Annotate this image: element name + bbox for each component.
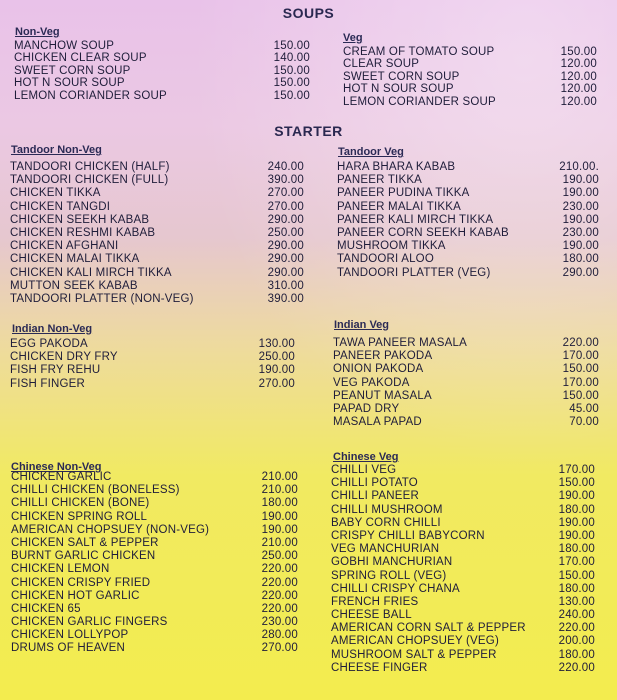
menu-item-price: 220.00: [261, 563, 298, 576]
menu-item: [337, 201, 599, 214]
menu-item-price: 180.00: [558, 648, 595, 661]
menu-item: [10, 364, 295, 377]
menu-item-price: 210.00.: [559, 161, 599, 173]
menu-item: [11, 616, 296, 629]
menu-item-name: CHICKEN 65: [11, 602, 81, 615]
menu-item-price: 180.00: [562, 253, 599, 266]
menu-item-name: PANEER PUDINA TIKKA: [337, 187, 470, 200]
menu-item: [11, 550, 296, 563]
menu-item-name: CHICKEN AFGHANI: [10, 240, 119, 253]
menu-item-price: 200.00: [558, 635, 595, 648]
menu-item: [11, 629, 296, 642]
menu-item-price: 250.00: [258, 351, 295, 364]
menu-item-name: CREAM OF TOMATO SOUP: [343, 46, 495, 58]
menu-item-price: 180.00: [558, 503, 595, 516]
menu-item-price: 150.00: [558, 477, 595, 490]
menu-item-price: 130.00: [558, 595, 595, 608]
menu-item-name: CHICKEN GARLIC FINGERS: [11, 616, 168, 629]
menu-item-name: CHICKEN GARLIC: [11, 471, 112, 483]
menu-item-price: 140.00: [273, 52, 310, 65]
menu-item: [331, 556, 599, 569]
menu-item-price: 120.00: [560, 70, 597, 83]
menu-item-name: CHICKEN LOLLYPOP: [11, 629, 129, 642]
menu-item-name: TANDOORI PLATTER (VEG): [337, 266, 491, 279]
menu-item: [10, 213, 304, 227]
menu-item: [343, 83, 601, 95]
menu-item: [11, 603, 296, 616]
menu-item: [10, 292, 304, 306]
menu-item-name: MANCHOW SOUP: [14, 40, 115, 52]
menu-item-name: FISH FINGER: [10, 377, 86, 390]
menu-item-price: 190.00: [562, 213, 599, 226]
menu-item-name: TANDOORI CHICKEN (HALF): [10, 161, 170, 173]
menu-item: [11, 590, 296, 603]
menu-item-price: 150.00: [562, 389, 599, 402]
menu-item: [10, 279, 304, 293]
menu-item: [331, 517, 599, 530]
menu-item-name: CHILLI CRISPY CHANA: [331, 582, 460, 595]
menu-item-name: TANDOORI PLATTER (NON-VEG): [10, 292, 194, 305]
menu-item-name: MUTTON SEEK KABAB: [10, 279, 138, 292]
menu-item-name: CHILLI CHICKEN (BONELESS): [11, 484, 180, 497]
menu-item: [11, 537, 296, 550]
menu-item-name: PANEER KALI MIRCH TIKKA: [337, 213, 494, 226]
menu-item-name: TANDOORI CHICKEN (FULL): [10, 174, 169, 187]
menu-item-price: 190.00: [261, 510, 298, 523]
menu-item: [331, 662, 599, 675]
starter-title: STARTER: [274, 123, 343, 139]
menu-item: [10, 338, 295, 351]
chinese-non-veg-list: [11, 471, 296, 656]
menu-item-name: MASALA PAPAD: [333, 416, 422, 429]
menu-item-price: 180.00: [261, 497, 298, 510]
menu-item-price: 250.00: [261, 550, 298, 563]
menu-item-name: CHICKEN DRY FRY: [10, 351, 118, 364]
menu-item-name: PANEER MALAI TIKKA: [337, 200, 461, 213]
menu-item-price: 170.00: [562, 376, 599, 389]
menu-item-name: CRISPY CHILLI BABYCORN: [331, 529, 485, 542]
menu-item: [11, 497, 296, 510]
menu-item-price: 150.00: [273, 40, 310, 52]
menu-item-name: CHILLI CHICKEN (BONE): [11, 497, 150, 510]
menu-item: [333, 337, 600, 350]
menu-item-name: MUSHROOM TIKKA: [337, 240, 446, 253]
chinese-non-veg-heading: Chinese Non-Veg: [11, 461, 102, 473]
menu-item-name: AMERICAN CHOPSUEY (VEG): [331, 635, 499, 648]
tandoor-veg-heading: Tandoor Veg: [338, 146, 404, 158]
menu-item: [343, 96, 601, 108]
menu-item-name: CHICKEN MALAI TIKKA: [10, 253, 140, 266]
menu-item-name: HARA BHARA KABAB: [337, 161, 456, 173]
menu-item-price: 210.00: [261, 484, 298, 497]
menu-item-price: 120.00: [560, 83, 597, 96]
menu-item: [11, 471, 296, 484]
menu-item-price: 230.00: [562, 200, 599, 213]
menu-item: [337, 267, 599, 280]
menu-item-price: 290.00: [267, 240, 304, 253]
menu-item-price: 390.00: [267, 292, 304, 305]
menu-item-price: 190.00: [562, 174, 599, 187]
menu-item-name: CHEESE FINGER: [331, 661, 428, 674]
menu-item-name: MUSHROOM SALT & PEPPER: [331, 648, 497, 661]
chinese-veg-list: [331, 464, 599, 675]
menu-item-price: 230.00: [562, 226, 599, 239]
menu-item: [10, 266, 304, 280]
menu-item: [10, 187, 304, 200]
menu-item: [331, 504, 599, 517]
menu-item: [14, 77, 310, 90]
menu-item-name: BABY CORN CHILLI: [331, 516, 441, 529]
menu-item-price: 220.00: [261, 589, 298, 602]
menu-item: [333, 363, 600, 376]
menu-item-name: TANDOORI ALOO: [337, 253, 434, 266]
soups-title: SOUPS: [282, 5, 335, 21]
soups-non-veg-heading: Non-Veg: [15, 26, 60, 38]
menu-item-name: CHILLI PANEER: [331, 490, 420, 503]
menu-item-price: 190.00: [558, 516, 595, 529]
menu-item: [11, 511, 296, 524]
menu-item-price: 150.00: [273, 77, 310, 90]
menu-item-price: 190.00: [562, 187, 599, 200]
menu-item-price: 70.00: [569, 416, 599, 429]
menu-item: [331, 570, 599, 583]
menu-item-price: 190.00: [258, 364, 295, 377]
menu-item: [331, 649, 599, 662]
menu-item-price: 220.00: [558, 622, 595, 635]
menu-item: [343, 71, 601, 83]
menu-item-name: VEG MANCHURIAN: [331, 543, 440, 556]
menu-item: [331, 583, 599, 596]
menu-item-price: 220.00: [558, 661, 595, 674]
menu-item-price: 270.00: [261, 642, 298, 655]
menu-item-name: PANEER TIKKA: [337, 174, 423, 187]
menu-item-price: 190.00: [261, 523, 298, 536]
menu-item: [10, 253, 304, 266]
tandoor-non-veg-heading: Tandoor Non-Veg: [11, 144, 102, 156]
menu-item: [14, 64, 310, 77]
menu-item-price: 210.00: [261, 536, 298, 549]
menu-item-name: CHICKEN SEEKH KABAB: [10, 213, 150, 226]
menu-item-name: EGG PAKODA: [10, 338, 88, 350]
menu-item-name: CHICKEN SALT & PEPPER: [11, 536, 159, 549]
menu-item: [331, 609, 599, 622]
menu-item-price: 290.00: [267, 253, 304, 266]
menu-item-name: CHICKEN CRISPY FRIED: [11, 576, 151, 589]
menu-item: [11, 577, 296, 590]
menu-item-name: SPRING ROLL (VEG): [331, 569, 447, 582]
menu-item-name: HOT N SOUR SOUP: [343, 83, 454, 96]
indian-non-veg-heading: Indian Non-Veg: [12, 323, 93, 335]
menu-item-price: 270.00: [267, 200, 304, 213]
menu-item-price: 190.00: [558, 490, 595, 503]
menu-item-name: AMERICAN CORN SALT & PEPPER: [331, 622, 526, 635]
menu-item: [331, 622, 599, 635]
menu-item-name: SWEET CORN SOUP: [343, 70, 460, 83]
menu-item-price: 150.00: [562, 363, 599, 376]
menu-item-price: 230.00: [261, 616, 298, 629]
menu-item-name: FISH FRY REHU: [10, 364, 101, 377]
menu-item: [11, 642, 296, 655]
menu-item-name: CHICKEN SPRING ROLL: [11, 510, 148, 523]
menu-item-price: 170.00: [558, 556, 595, 569]
menu-item: [337, 187, 599, 200]
menu-item: [337, 214, 599, 227]
menu-item-name: TAWA PANEER MASALA: [333, 337, 467, 349]
menu-item-name: SWEET CORN SOUP: [14, 64, 131, 77]
menu-item-name: CHICKEN HOT GARLIC: [11, 589, 140, 602]
menu-item: [331, 477, 599, 490]
tandoor-non-veg-list: [10, 161, 304, 306]
menu-item-name: PEANUT MASALA: [333, 389, 432, 402]
menu-item-price: 150.00: [273, 89, 310, 102]
menu-item: [331, 490, 599, 503]
menu-item-price: 180.00: [558, 543, 595, 556]
menu-item-price: 290.00: [562, 266, 599, 279]
menu-item: [14, 89, 310, 102]
menu-item: [10, 200, 304, 214]
menu-item: [10, 240, 304, 253]
menu-item: [337, 174, 599, 187]
menu-item: [333, 350, 600, 363]
menu-item-name: CHICKEN KALI MIRCH TIKKA: [10, 266, 172, 279]
menu-item-name: CLEAR SOUP: [343, 58, 420, 71]
soups-non-veg-list: [14, 40, 310, 102]
menu-item-price: 220.00: [261, 602, 298, 615]
menu-item-price: 250.00: [267, 226, 304, 239]
menu-item-name: CHICKEN CLEAR SOUP: [14, 52, 147, 65]
menu-item: [14, 40, 310, 52]
menu-item: [10, 174, 304, 187]
menu-item-price: 190.00: [558, 529, 595, 542]
menu-item-name: PAPAD DRY: [333, 402, 400, 415]
menu-item-price: 120.00: [560, 95, 597, 108]
menu-item: [331, 543, 599, 556]
menu-item-name: CHICKEN TANGDI: [10, 200, 111, 213]
menu-item-name: CHILLI VEG: [331, 464, 397, 476]
menu-item: [333, 403, 600, 416]
menu-item: [11, 563, 296, 576]
menu-item: [10, 226, 304, 240]
menu-item: [10, 351, 295, 364]
menu-item-name: BURNT GARLIC CHICKEN: [11, 550, 156, 563]
menu-item-price: 310.00: [267, 279, 304, 292]
menu-item-name: AMERICAN CHOPSUEY (NON-VEG): [11, 523, 210, 536]
menu-item: [14, 52, 310, 65]
soups-veg-heading: Veg: [343, 32, 363, 44]
menu-item: [337, 240, 599, 253]
menu-item: [343, 58, 601, 70]
menu-item: [337, 161, 599, 174]
menu-item: [331, 596, 599, 609]
menu-item-name: VEG PAKODA: [333, 376, 410, 389]
menu-item-price: 240.00: [267, 161, 304, 173]
indian-veg-heading: Indian Veg: [334, 319, 390, 331]
menu-item-name: CHILLI MUSHROOM: [331, 503, 443, 516]
menu-item-name: FRENCH FRIES: [331, 595, 419, 608]
menu-item-price: 150.00: [273, 64, 310, 77]
soups-veg-list: [343, 46, 601, 108]
menu-item-price: 390.00: [267, 174, 304, 187]
menu-item-name: PANEER PAKODA: [333, 350, 433, 363]
menu-item-name: HOT N SOUR SOUP: [14, 77, 125, 90]
menu-item-price: 45.00: [569, 402, 599, 415]
menu-item: [337, 253, 599, 266]
menu-item: [333, 377, 600, 390]
menu-item: [10, 161, 304, 174]
menu-item-name: LEMON CORIANDER SOUP: [343, 95, 496, 108]
menu-item-price: 220.00: [562, 337, 599, 349]
menu-item: [11, 484, 296, 497]
menu-item-name: PANEER CORN SEEKH KABAB: [337, 226, 509, 239]
menu-item-price: 120.00: [560, 58, 597, 71]
menu-item-price: 170.00: [558, 464, 595, 476]
menu-item-name: CHICKEN RESHMI KABAB: [10, 226, 156, 239]
menu-item-name: GOBHI MANCHURIAN: [331, 556, 453, 569]
menu-item-price: 290.00: [267, 266, 304, 279]
indian-non-veg-list: [10, 338, 295, 391]
menu-item: [10, 378, 295, 391]
menu-item: [343, 46, 601, 58]
menu-item: [331, 635, 599, 648]
menu-item-price: 220.00: [261, 576, 298, 589]
menu-item-name: CHICKEN TIKKA: [10, 187, 101, 200]
menu-item-price: 270.00: [258, 377, 295, 390]
menu-item-price: 130.00: [258, 338, 295, 350]
menu-item: [11, 524, 296, 537]
menu-item-price: 170.00: [562, 350, 599, 363]
menu-item-price: 270.00: [267, 187, 304, 200]
menu-item: [333, 416, 600, 429]
menu-item-name: LEMON CORIANDER SOUP: [14, 89, 167, 102]
menu-item-name: CHEESE BALL: [331, 609, 412, 622]
menu-item-name: CHICKEN LEMON: [11, 563, 110, 576]
menu-item-price: 240.00: [558, 609, 595, 622]
chinese-veg-heading: Chinese Veg: [333, 451, 399, 463]
indian-veg-list: [333, 337, 600, 429]
menu-item-name: ONION PAKODA: [333, 363, 424, 376]
menu-item-price: 150.00: [558, 569, 595, 582]
menu-item-price: 190.00: [562, 240, 599, 253]
menu-item-name: CHILLI POTATO: [331, 477, 418, 490]
menu-item-name: DRUMS OF HEAVEN: [11, 642, 125, 655]
tandoor-veg-list: [337, 161, 599, 280]
menu-item: [337, 227, 599, 240]
menu-item: [333, 390, 600, 403]
menu-item: [331, 464, 599, 477]
menu-item-price: 210.00: [261, 471, 298, 483]
menu-item-price: 280.00: [261, 629, 298, 642]
menu-item-price: 180.00: [558, 582, 595, 595]
menu-item-price: 290.00: [267, 213, 304, 226]
menu-item-price: 150.00: [560, 46, 597, 58]
menu-item: [331, 530, 599, 543]
